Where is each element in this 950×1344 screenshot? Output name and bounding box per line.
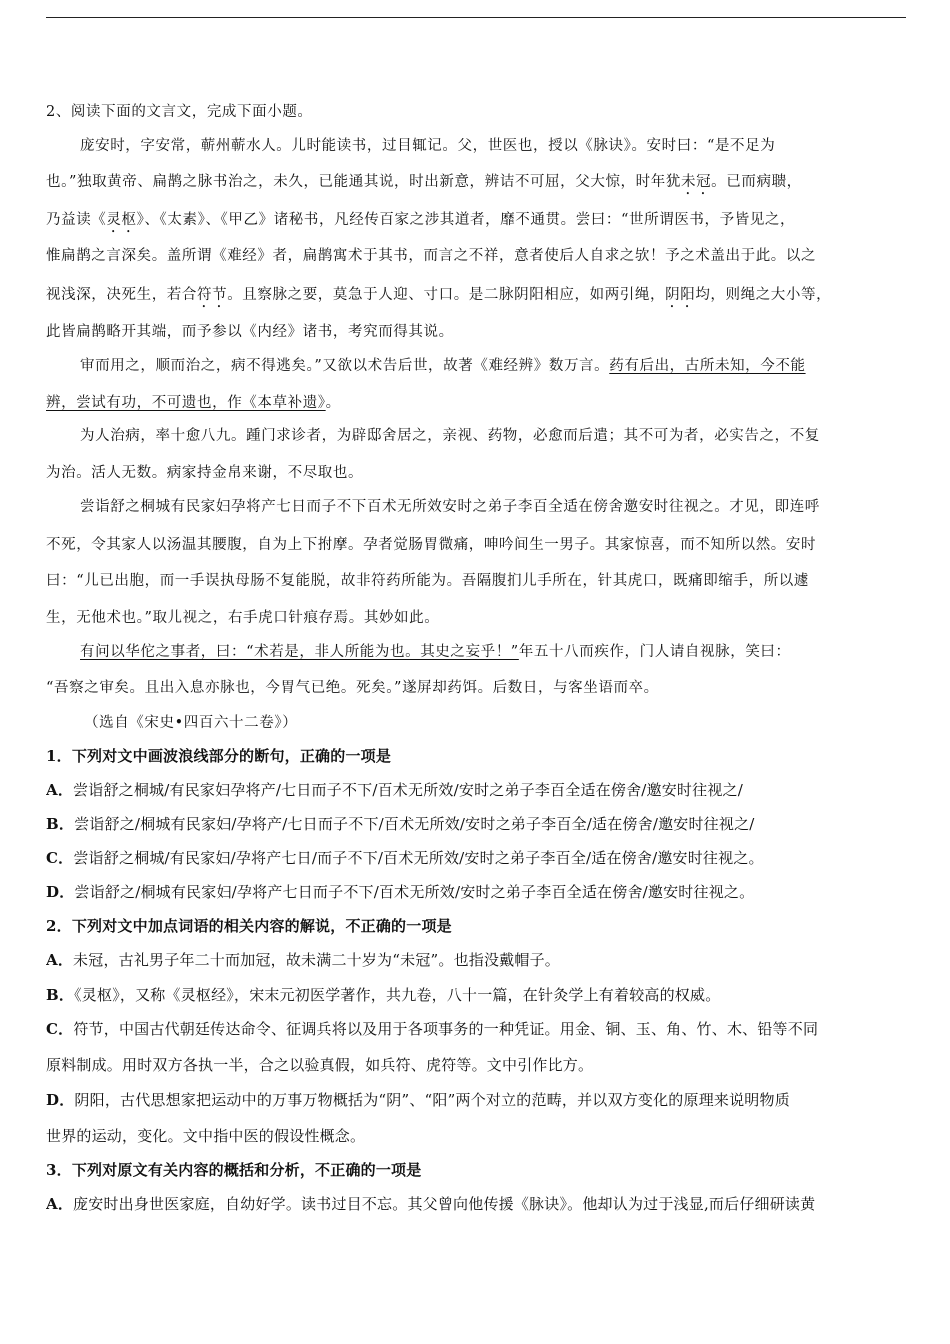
passage-line: 有问以华佗之事者，曰：“术若是，非人所能为也。其史之妄乎！”年五十八而疾作，门人请自视脉，笑曰： [80,644,791,660]
dotted-term-weiguan: 未冠 [680,174,712,190]
underlined-sentence: 辨，尝试有功，不可遗也，作《本草补遗》 [46,395,326,411]
passage-line: 此皆扁鹊略开其端，而予参以《内经》诸书，考究而得其说。 [46,324,454,340]
passage-line: 为治。活人无数。病家持金帛来谢，不尽取也。 [46,465,364,481]
passage-line: 惟扁鹊之言深矣。盖所谓《难经》者，扁鹊寓术于其书，而言之不祥，意者使后人自求之欤！予之术盖出于此。以之 [46,248,817,264]
dotted-term-yinyang: 阴阳 [665,287,696,303]
question-stem: 2．下列对文中加点词语的相关内容的解说，不正确的一项是 [46,917,452,935]
question-option: B．尝诣舒之/桐城有民家妇/孕将产/七日而子不下/百术无所效/安时之弟子李百全/适在傍舍/邀安时往视之/ [46,815,755,833]
dotted-term-lingshu: 灵枢 [106,212,137,228]
question-stem: 3．下列对原文有关内容的概括和分析，不正确的一项是 [46,1161,422,1179]
passage-line: 不死，令其家人以汤温其腰腹，自为上下拊摩。孕者觉肠胃微痛，呻吟间生一男子。其家惊喜，而不知所以然。安时 [46,537,817,553]
question-option: C．符节，中国古代朝廷传达命令、征调兵将以及用于各项事务的一种凭证。用金、铜、玉、角、竹、木、铅等不同 [46,1020,819,1038]
question-option-cont: 原料制成。用时双方各执一半，合之以验真假，如兵符、虎符等。文中引作比方。 [46,1056,594,1074]
question-option: A．庞安时出身世医家庭，自幼好学。读书过目不忘。其父曾向他传援《脉诀》。他却认为过于浅显,而后仔细研读黄 [46,1195,816,1213]
passage-line: 辨，尝试有功，不可遗也，作《本草补遗》。 [46,395,341,411]
question-option: C．尝诣舒之桐城/有民家妇/孕将产七日/而子不下/百术无所效/安时之弟子李百全/适在傍舍/邀安时往视之。 [46,849,764,867]
question-option-cont: 世界的运动，变化。文中指中医的假设性概念。 [46,1127,366,1145]
underlined-sentence: 药有后出，古所未知，今不能 [609,358,806,374]
passage-source: （选自《宋史•四百六十二卷》） [84,715,298,731]
passage-line: “吾察之审矣。且出入息亦脉也，今胃气已绝。死矣。”遂屏却药饵。后数日，与客坐语而卒。 [46,680,659,696]
question-option: D．尝诣舒之/桐城有民家妇/孕将产七日而子不下/百术无所效/安时之弟子李百全适在傍舍/邀安时往视之。 [46,883,755,901]
passage-line: 也。”独取黄帝、扁鹊之脉书治之，未久，已能通其说，时出新意，辨诘不可屈，父大惊，时年犹未冠。已而病聩， [46,174,802,190]
passage-line: 尝诣舒之桐城有民家妇孕将产七日而子不下百术无所效安时之弟子李百全适在傍舍邀安时往视之。才见，即连呼 [80,499,820,515]
passage-line: 生，无他术也。”取儿视之，右手虎口针痕存焉。其妙如此。 [46,610,440,626]
header-rule [46,17,906,18]
question-stem: 1．下列对文中画波浪线部分的断句，正确的一项是 [46,747,392,765]
passage-line: 审而用之，顺而治之，病不得逃矣。”又欲以术告后世，故著《难经辨》数万言。药有后出，古所未知，今不能 [80,358,806,374]
underlined-sentence: 有问以华佗之事者，曰：“术若是，非人所能为也。其史之妄乎！” [80,644,519,660]
passage-line: 乃益读《灵枢》、《太素》、《甲乙》诸秘书，凡经传百家之涉其道者，靡不通贯。尝曰：“世所谓医书，予皆见之， [46,212,796,228]
question-option: B．《灵枢》，又称《灵枢经》，宋末元初医学著作，共九卷，八十一篇，在针灸学上有着较高的权威。 [46,986,721,1004]
question-option: A．未冠，古礼男子年二十而加冠，故未满二十岁为“未冠”。也指没戴帽子。 [46,951,560,969]
passage-heading: 2、阅读下面的文言文，完成下面小题。 [46,104,313,120]
question-option: A．尝诣舒之桐城/有民家妇孕将产/七日而子不下/百术无所效/安时之弟子李百全适在傍舍/邀安时往视之/ [46,781,743,799]
question-option: D．阴阳，古代思想家把运动中的万事万物概括为“阴”、“阳”两个对立的范畴，并以双方变化的原理来说明物质 [46,1091,790,1109]
passage-line: 曰：“儿已出胞，而一手误执母肠不复能脱，故非符药所能为。吾隔腹扪儿手所在，针其虎口，既痛即缩手，所以遽 [46,573,810,589]
dotted-term-fujie: 符节 [197,287,228,303]
passage-line: 视浅深，决死生，若合符节。且察脉之要，莫急于人迎、寸口。是二脉阴阳相应，如两引绳，阴阳均，则绳之大小等， [46,287,832,303]
passage-line: 为人治病，率十愈八九。踵门求诊者，为辟邸舍居之，亲视、药物，必愈而后遣；其不可为者，必实告之，不复 [80,428,820,444]
passage-line: 庞安时，字安常，蕲州蕲水人。儿时能读书，过目辄记。父，世医也，授以《脉诀》。安时曰：“是不足为 [80,138,776,154]
